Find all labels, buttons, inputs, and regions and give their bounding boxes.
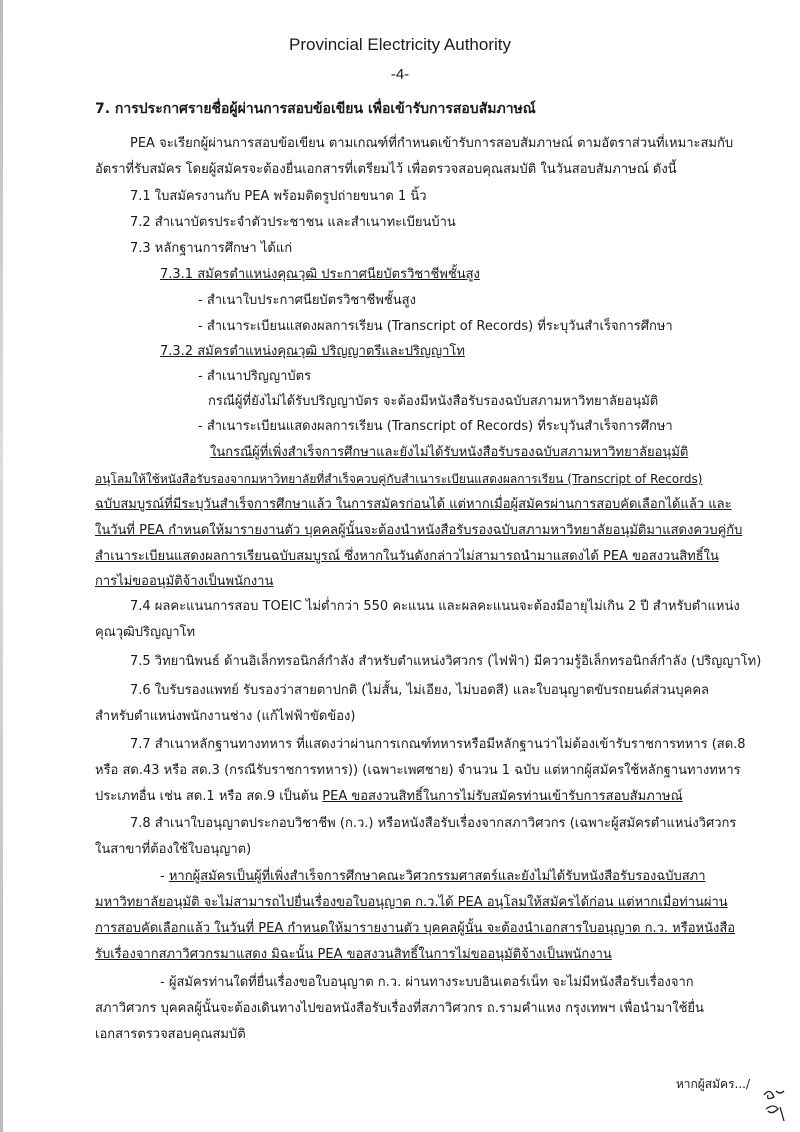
note-1-line-2 <box>95 470 702 489</box>
item-7-3-2-text: 7.3.2 สมัครตำแหน่งคุณวุฒิ ปริญญาตรีและปริญญาโท <box>160 344 465 359</box>
note-2-line-1 <box>160 868 706 886</box>
page-number: -4- <box>390 66 410 83</box>
item-7-8-line-2: ในสาขาที่ต้องใช้ใบอนุญาต) <box>95 842 252 857</box>
note-1-line-1: ในกรณีผู้ที่เพิ่งสำเร็จการศึกษาและยังไม่ได้รับหนังสือรับรองฉบับสภามหาวิทยาลัยอนุมัติ <box>210 445 689 460</box>
org-title: Provincial Electricity Authority <box>288 35 512 54</box>
item-7-4-line-1: 7.4 ผลคะแนนการสอบ TOEIC ไม่ต่ำกว่า 550 คะแนน และผลคะแนนจะต้องมีอายุไม่เกิน 2 ปี สำหรับตำแหน่ง <box>130 599 740 614</box>
note-2-line-4: รับเรื่องจากสภาวิศวกรมาแสดง มิฉะนั้น PEA ขอสงวนสิทธิ์ในการไม่ขออนุมัติจ้างเป็นพนักงาน <box>95 947 612 962</box>
continued-text: หากผู้สมัคร.../ <box>675 1077 750 1091</box>
intro-line-2: อัตราที่รับสมัคร โดยผู้สมัครจะต้องยื่นเอกสารที่เตรียมไว้ เพื่อตรวจสอบคุณสมบัติ ในวันสอบสัมภาษณ์ ดังนี้ <box>95 162 677 177</box>
item-7-1: 7.1 ใบสมัครงานกับ PEA พร้อมติดรูปถ่ายขนาด 1 นิ้ว <box>130 189 427 204</box>
item-7-7-line-3-plain: ประเภทอื่น เช่น สด.1 หรือ สด.9 เป็นต้น <box>95 789 323 804</box>
item-7-7-line-3 <box>95 788 683 806</box>
item-7-7-line-3-underlined: PEA ขอสงวนสิทธิ์ในการไม่รับสมัครท่านเข้ารับการสอบสัมภาษณ์ <box>322 789 683 804</box>
item-7-2: 7.2 สำเนาบัตรประจำตัวประชาชน และสำเนาทะเบียนบ้าน <box>130 215 456 230</box>
item-7-7-line-1: 7.7 สำเนาหลักฐานทางทหาร ที่แสดงว่าผ่านการเกณฑ์ทหารหรือมีหลักฐานว่าไม่ต้องเข้ารับราชการทหาร (สด.8 <box>130 737 746 752</box>
item-7-3-1-text: 7.3.1 สมัครตำแหน่งคุณวุฒิ ประกาศนียบัตรวิชาชีพชั้นสูง <box>160 267 480 282</box>
note-3-line-1: - ผู้สมัครท่านใดที่ยื่นเรื่องขอใบอนุญาต ก.ว. ผ่านทางระบบอินเตอร์เน็ท จะไม่มีหนังสือรับเรื่องจาก <box>160 975 694 990</box>
note-1-line-4: ในวันที่ PEA กำหนดให้มารายงานตัว บุคคลผู้นั้นจะต้องนำหนังสือรับรองฉบับสภามหาวิทยาลัยอนุมัติมาแสดงควบคู่กับ <box>95 523 743 538</box>
note-3-line-2: สภาวิศวกร บุคคลผู้นั้นจะต้องเดินทางไปขอหนังสือรับเรื่องที่สภาวิศวกร ถ.รามคำแหง กรุงเทพฯ เพื่อนำมาใช้ยื่น <box>95 1001 704 1016</box>
item-7-3-1-a: - สำเนาใบประกาศนียบัตรวิชาชีพชั้นสูง <box>198 293 416 308</box>
item-7-8-line-1: 7.8 สำเนาใบอนุญาตประกอบวิชาชีพ (ก.ว.) หรือหนังสือรับเรื่องจากสภาวิศวกร (เฉพาะผู้สมัครตำแหน่งวิศวกร <box>130 816 737 831</box>
note-1-line-2-text: อนุโลมให้ใช้หนังสือรับรองจากมหาวิทยาลัยที่สำเร็จควบคู่กับสำเนาระเบียนแสดงผลการเรียน (Transcript of Records) <box>95 472 703 486</box>
note-2-line-3: การสอบคัดเลือกแล้ว ในวันที่ PEA กำหนดให้มารายงานตัว บุคคลผู้นั้น จะต้องนำเอกสารใบอนุญาต ก.ว. หรือหนังสือ <box>95 921 736 936</box>
item-7-3-2 <box>160 343 465 361</box>
item-7-3: 7.3 หลักฐานการศึกษา ได้แก่ <box>130 241 293 256</box>
section-title: 7. การประกาศรายชื่อผู้ผ่านการสอบข้อเขียน เพื่อเข้ารับการสอบสัมภาษณ์ <box>95 101 536 117</box>
item-7-6-line-1: 7.6 ใบรับรองแพทย์ รับรองว่าสายตาปกติ (ไม่สั้น, ไม่เอียง, ไม่บอดสี) และใบอนุญาตขับรถยนต์ส่วนบุคคล <box>130 683 710 698</box>
note-1-line-5: สำเนาระเบียนแสดงผลการเรียนฉบับสมบูรณ์ ซึ่งหากในวันดังกล่าวไม่สามารถนำมาแสดงได้ PEA ขอสงวนสิทธิ์ใน <box>95 549 719 564</box>
note-1-line-3: ฉบับสมบูรณ์ที่มีระบุวันสำเร็จการศึกษาแล้ว ในการสมัครก่อนได้ แต่หากเมื่อผู้สมัครผ่านการสอบคัดเลือกได้แล้ว และ <box>95 497 732 512</box>
note-2-line-1-dash: - <box>160 869 169 884</box>
note-2-line-1-text: หากผู้สมัครเป็นผู้ที่เพิ่งสำเร็จการศึกษาคณะวิศวกรรมศาสตร์และยังไม่ได้รับหนังสือรับรองฉบับสภา <box>168 869 706 884</box>
item-7-7-line-2: หรือ สด.43 หรือ สด.3 (กรณีรับราชการทหาร)) (เฉพาะเพศชาย) จำนวน 1 ฉบับ แต่หากผู้สมัครใช้หลักฐานทางทหาร <box>95 763 741 778</box>
item-7-3-2-a: - สำเนาปริญญาบัตร <box>198 369 312 384</box>
note-1-line-6: การไม่ขออนุมัติจ้างเป็นพนักงาน <box>95 574 274 589</box>
item-7-3-1 <box>160 266 480 284</box>
initials-signature <box>760 1085 790 1125</box>
note-3-line-3: เอกสารตรวจสอบคุณสมบัติ <box>95 1027 246 1042</box>
item-7-3-1-b: - สำเนาระเบียนแสดงผลการเรียน (Transcript of Records) ที่ระบุวันสำเร็จการศึกษา <box>198 319 673 334</box>
item-7-5: 7.5 วิทยานิพนธ์ ด้านอิเล็กทรอนิกส์กำลัง สำหรับตำแหน่งวิศวกร (ไฟฟ้า) มีความรู้อิเล็กทรอนิกส์กำลัง (ปริญญาโท) <box>130 654 762 669</box>
item-7-6-line-2: สำหรับตำแหน่งพนักงานช่าง (แก้ไฟฟ้าขัดข้อง) <box>95 709 356 724</box>
note-2-line-2: มหาวิทยาลัยอนุมัติ จะไม่สามารถไปยื่นเรื่องขอใบอนุญาต ก.ว.ได้ PEA อนุโลมให้สมัครได้ก่อน แต่หากเมื่อท่านผ่าน <box>95 895 728 910</box>
scan-edge <box>0 0 3 1132</box>
item-7-4-line-2: คุณวุฒิปริญญาโท <box>95 625 196 640</box>
item-7-3-2-b: กรณีผู้ที่ยังไม่ได้รับปริญญาบัตร จะต้องมีหนังสือรับรองฉบับสภามหาวิทยาลัยอนุมัติ <box>208 394 659 409</box>
intro-line-1: PEA จะเรียกผู้ผ่านการสอบข้อเขียน ตามเกณฑ์ที่กำหนดเข้ารับการสอบสัมภาษณ์ ตามอัตราส่วนที่เหมาะสมกับ <box>130 136 734 151</box>
item-7-3-2-c: - สำเนาระเบียนแสดงผลการเรียน (Transcript of Records) ที่ระบุวันสำเร็จการศึกษา <box>198 419 673 434</box>
